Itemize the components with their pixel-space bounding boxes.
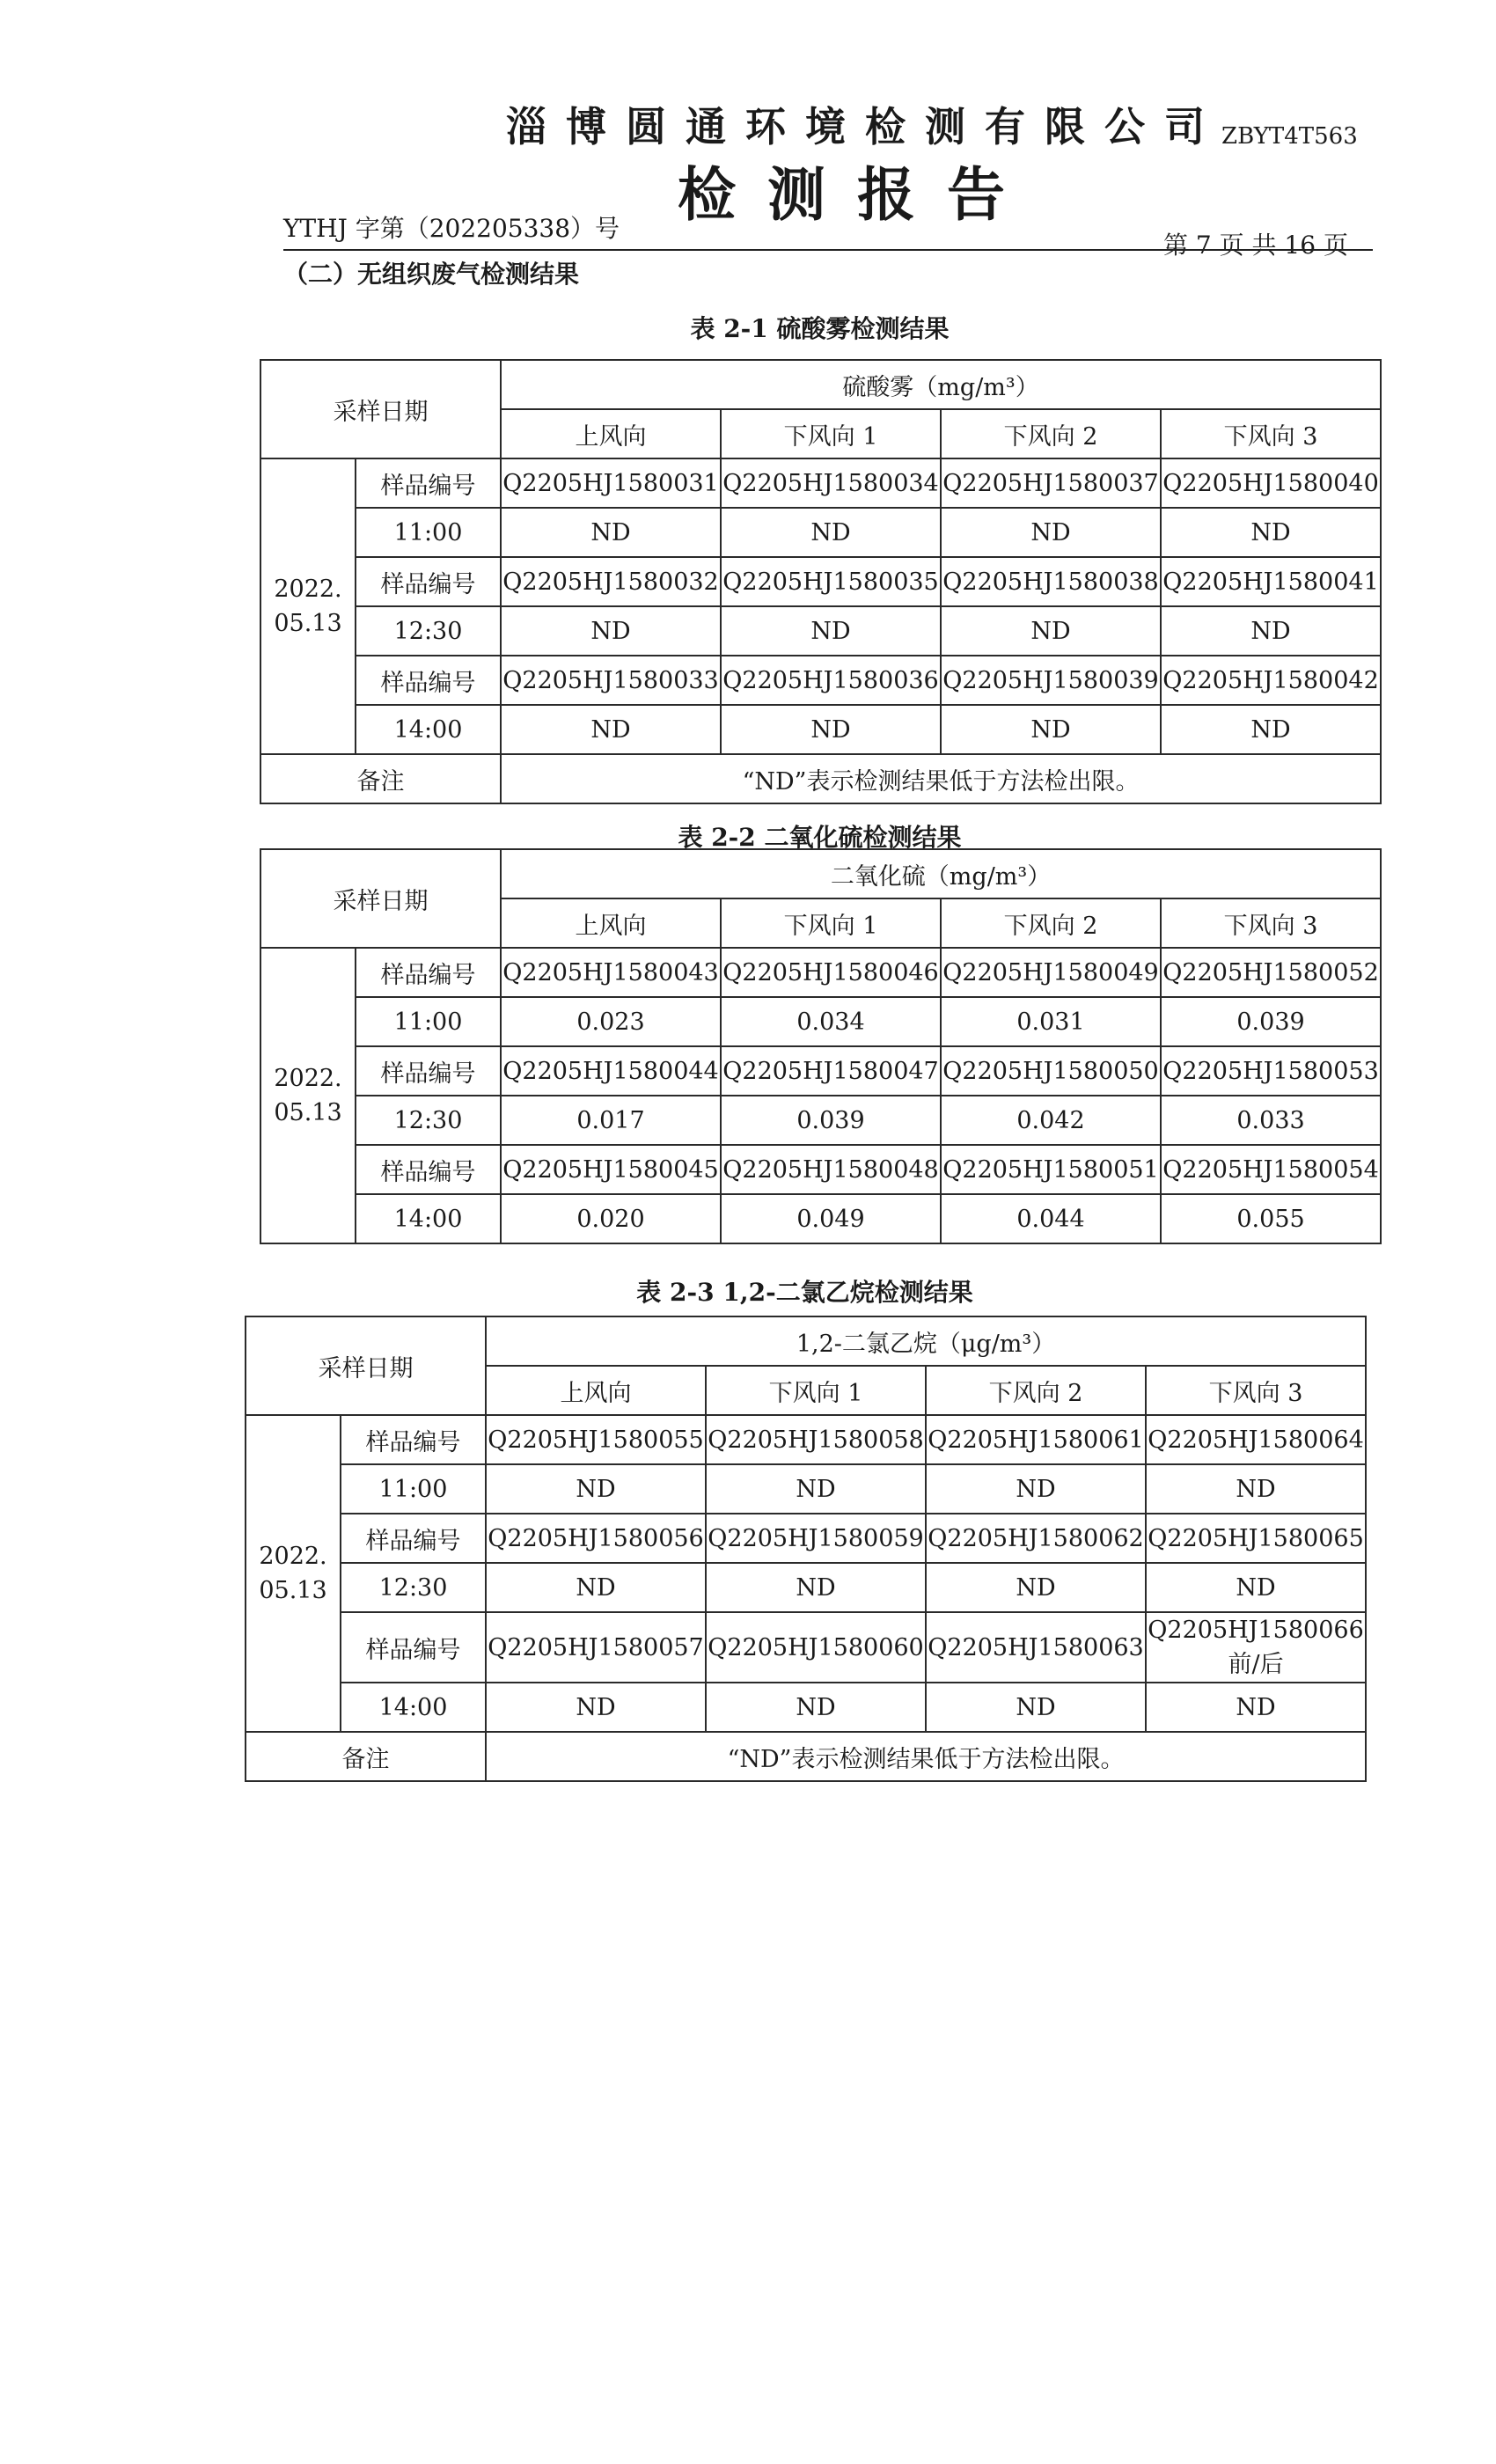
- report-code: ZBYT4T563: [1221, 123, 1358, 150]
- column-header: 上风向: [501, 898, 721, 948]
- sample-id: Q2205HJ1580044: [501, 1046, 721, 1096]
- table-caption: 表 2-1 硫酸雾检测结果: [690, 314, 950, 343]
- section-title: （二）无组织废气检测结果: [283, 260, 580, 289]
- result-value: ND: [721, 606, 941, 656]
- sample-id: Q2205HJ1580032: [501, 557, 721, 606]
- result-value: ND: [1161, 705, 1381, 754]
- sampling-time: 14:00: [356, 1194, 501, 1243]
- results-table: [260, 359, 1382, 804]
- result-value: 0.039: [1161, 997, 1381, 1046]
- sample-id: Q2205HJ1580066 前/后: [1146, 1612, 1366, 1683]
- sample-id-label: 样品编号: [341, 1514, 486, 1563]
- table-caption: 表 2-2 二氧化硫检测结果: [678, 823, 962, 852]
- result-value: ND: [501, 606, 721, 656]
- sampling-time: 14:00: [356, 705, 501, 754]
- sampling-date: 2022. 05.13: [260, 948, 356, 1243]
- result-value: ND: [941, 705, 1161, 754]
- remark-text: “ND”表示检测结果低于方法检出限。: [486, 1732, 1366, 1781]
- table-row: [246, 1415, 1366, 1464]
- table-row: [260, 948, 1381, 997]
- sample-id-label: 样品编号: [356, 557, 501, 606]
- sample-id: Q2205HJ1580060: [706, 1612, 926, 1683]
- table-row: [260, 458, 1381, 508]
- sampling-time: 11:00: [356, 508, 501, 557]
- sample-id: Q2205HJ1580048: [721, 1145, 941, 1194]
- sampling-time: 12:30: [356, 1096, 501, 1145]
- sample-id: Q2205HJ1580061: [926, 1415, 1146, 1464]
- result-value: ND: [1146, 1563, 1366, 1612]
- table-row: [260, 1145, 1381, 1194]
- result-value: 0.034: [721, 997, 941, 1046]
- sample-id: Q2205HJ1580063: [926, 1612, 1146, 1683]
- sample-id: Q2205HJ1580041: [1161, 557, 1381, 606]
- sample-id-label: 样品编号: [356, 458, 501, 508]
- sampling-time: 12:30: [341, 1563, 486, 1612]
- column-header: 下风向 1: [706, 1366, 926, 1415]
- sample-id: Q2205HJ1580049: [941, 948, 1161, 997]
- sample-id: Q2205HJ1580047: [721, 1046, 941, 1096]
- result-value: ND: [926, 1683, 1146, 1732]
- result-value: ND: [486, 1683, 706, 1732]
- result-value: 0.044: [941, 1194, 1161, 1243]
- result-value: ND: [941, 508, 1161, 557]
- table-row: [246, 1514, 1366, 1563]
- sampling-date: 2022. 05.13: [260, 458, 356, 754]
- sample-id-label: 样品编号: [341, 1415, 486, 1464]
- result-value: 0.023: [501, 997, 721, 1046]
- result-value: ND: [706, 1683, 926, 1732]
- sample-id-label: 样品编号: [356, 948, 501, 997]
- header-divider: [283, 249, 1373, 251]
- table-row: [260, 997, 1381, 1046]
- sampling-date: 2022. 05.13: [246, 1415, 341, 1732]
- table-row: [246, 1563, 1366, 1612]
- sample-id: Q2205HJ1580037: [941, 458, 1161, 508]
- column-header: 下风向 2: [941, 898, 1161, 948]
- sample-id: Q2205HJ1580054: [1161, 1145, 1381, 1194]
- sample-id: Q2205HJ1580059: [706, 1514, 926, 1563]
- document-number: YTHJ 字第（202205338）号: [283, 214, 620, 243]
- parameter-header: 1,2-二氯乙烷（μg/m³）: [486, 1316, 1366, 1366]
- sample-id-label: 样品编号: [356, 1145, 501, 1194]
- sample-id: Q2205HJ1580039: [941, 656, 1161, 705]
- sample-id: Q2205HJ1580057: [486, 1612, 706, 1683]
- sampling-time: 11:00: [341, 1464, 486, 1514]
- result-value: ND: [501, 508, 721, 557]
- sample-id-label: 样品编号: [341, 1612, 486, 1683]
- result-value: ND: [1146, 1464, 1366, 1514]
- result-value: ND: [721, 705, 941, 754]
- page-info: 第 7 页 共 16 页: [1163, 231, 1348, 260]
- sample-id: Q2205HJ1580036: [721, 656, 941, 705]
- company-name: 淄博圆通环境检测有限公司: [506, 103, 1224, 150]
- sample-id: Q2205HJ1580051: [941, 1145, 1161, 1194]
- sample-id: Q2205HJ1580031: [501, 458, 721, 508]
- column-header: 下风向 3: [1161, 898, 1381, 948]
- sample-id: Q2205HJ1580053: [1161, 1046, 1381, 1096]
- sample-id-label: 样品编号: [356, 656, 501, 705]
- table-row: [246, 1683, 1366, 1732]
- result-value: ND: [941, 606, 1161, 656]
- result-value: 0.039: [721, 1096, 941, 1145]
- results-table: [260, 848, 1382, 1244]
- sample-id: Q2205HJ1580056: [486, 1514, 706, 1563]
- result-value: 0.049: [721, 1194, 941, 1243]
- result-value: 0.033: [1161, 1096, 1381, 1145]
- result-value: 0.020: [501, 1194, 721, 1243]
- sample-id: Q2205HJ1580052: [1161, 948, 1381, 997]
- result-value: ND: [501, 705, 721, 754]
- result-value: ND: [926, 1464, 1146, 1514]
- result-value: ND: [706, 1464, 926, 1514]
- sample-id: Q2205HJ1580034: [721, 458, 941, 508]
- result-value: ND: [1146, 1683, 1366, 1732]
- column-header: 上风向: [501, 409, 721, 458]
- result-value: ND: [706, 1563, 926, 1612]
- sampling-date-header: 采样日期: [246, 1316, 486, 1415]
- parameter-header: 硫酸雾（mg/m³）: [501, 360, 1381, 409]
- result-value: 0.055: [1161, 1194, 1381, 1243]
- sampling-time: 11:00: [356, 997, 501, 1046]
- table-row: [260, 1046, 1381, 1096]
- report-title: 检测报告: [678, 160, 1037, 229]
- result-value: ND: [1161, 606, 1381, 656]
- sample-id: Q2205HJ1580045: [501, 1145, 721, 1194]
- result-value: ND: [486, 1464, 706, 1514]
- column-header: 下风向 1: [721, 898, 941, 948]
- sample-id: Q2205HJ1580064: [1146, 1415, 1366, 1464]
- sample-id: Q2205HJ1580040: [1161, 458, 1381, 508]
- results-table: [245, 1316, 1367, 1782]
- sampling-time: 12:30: [356, 606, 501, 656]
- table-row: [246, 1464, 1366, 1514]
- sample-id: Q2205HJ1580050: [941, 1046, 1161, 1096]
- result-value: ND: [926, 1563, 1146, 1612]
- result-value: 0.042: [941, 1096, 1161, 1145]
- sample-id: Q2205HJ1580033: [501, 656, 721, 705]
- remark-label: 备注: [260, 754, 501, 803]
- sample-id: Q2205HJ1580065: [1146, 1514, 1366, 1563]
- sampling-date-header: 采样日期: [260, 849, 501, 948]
- sample-id: Q2205HJ1580058: [706, 1415, 926, 1464]
- column-header: 上风向: [486, 1366, 706, 1415]
- table-row: [260, 1194, 1381, 1243]
- table-row: [260, 705, 1381, 754]
- remark-text: “ND”表示检测结果低于方法检出限。: [501, 754, 1381, 803]
- table-row: [260, 557, 1381, 606]
- sampling-time: 14:00: [341, 1683, 486, 1732]
- sampling-date-header: 采样日期: [260, 360, 501, 458]
- table-row: [260, 1096, 1381, 1145]
- table-row: [260, 508, 1381, 557]
- result-value: 0.031: [941, 997, 1161, 1046]
- result-value: ND: [1161, 508, 1381, 557]
- sample-id-label: 样品编号: [356, 1046, 501, 1096]
- result-value: ND: [486, 1563, 706, 1612]
- sample-id: Q2205HJ1580055: [486, 1415, 706, 1464]
- result-value: ND: [721, 508, 941, 557]
- column-header: 下风向 3: [1146, 1366, 1366, 1415]
- sample-id: Q2205HJ1580046: [721, 948, 941, 997]
- sample-id: Q2205HJ1580042: [1161, 656, 1381, 705]
- remark-label: 备注: [246, 1732, 486, 1781]
- table-row: [260, 656, 1381, 705]
- table-row: [246, 1612, 1366, 1683]
- sample-id: Q2205HJ1580035: [721, 557, 941, 606]
- table-row: [260, 606, 1381, 656]
- column-header: 下风向 2: [926, 1366, 1146, 1415]
- sample-id: Q2205HJ1580038: [941, 557, 1161, 606]
- sample-id: Q2205HJ1580043: [501, 948, 721, 997]
- sample-id: Q2205HJ1580062: [926, 1514, 1146, 1563]
- parameter-header: 二氧化硫（mg/m³）: [501, 849, 1381, 898]
- result-value: 0.017: [501, 1096, 721, 1145]
- column-header: 下风向 1: [721, 409, 941, 458]
- column-header: 下风向 2: [941, 409, 1161, 458]
- table-caption: 表 2-3 1,2-二氯乙烷检测结果: [636, 1278, 973, 1307]
- column-header: 下风向 3: [1161, 409, 1381, 458]
